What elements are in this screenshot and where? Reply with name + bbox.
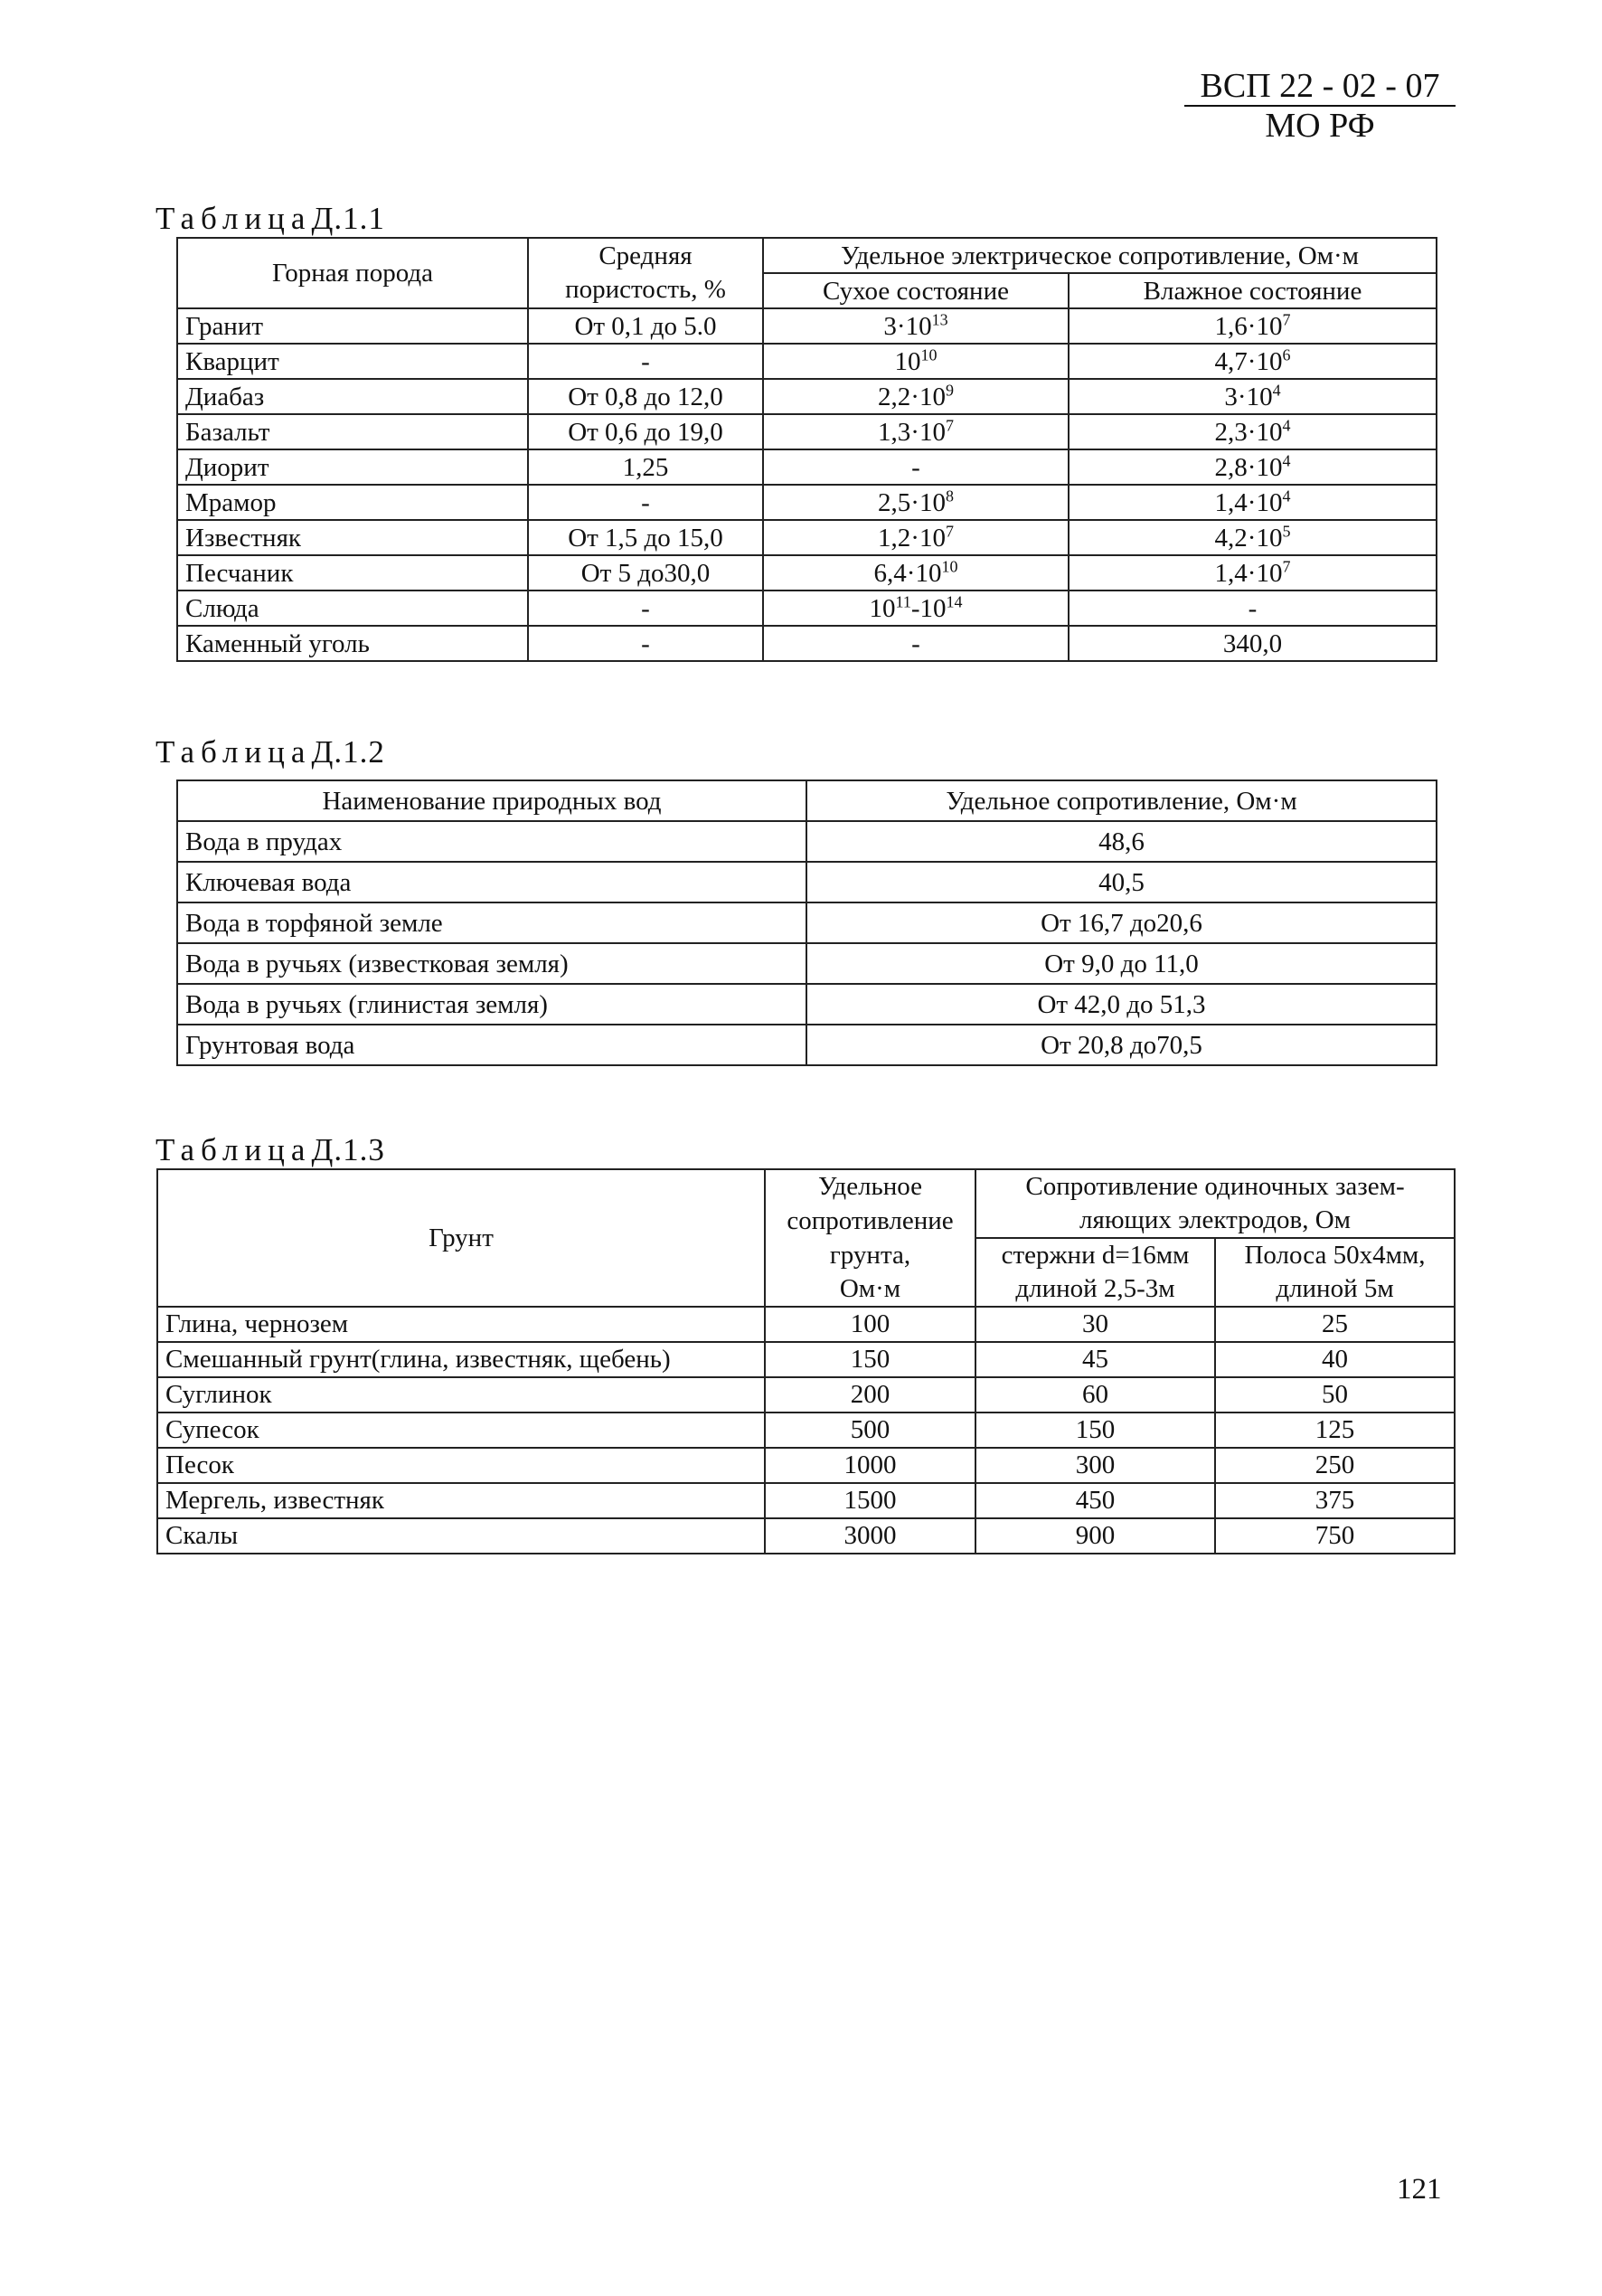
table-row bbox=[177, 591, 1437, 626]
rock-wet-resistivity: $1,6\cdot 10^7$ bbox=[1069, 308, 1437, 344]
water-name: Грунтовая вода bbox=[177, 1025, 806, 1065]
rock-name: Диорит bbox=[177, 449, 528, 485]
rock-name: Кварцит bbox=[177, 344, 528, 379]
water-resistivity: От 9,0 до 11,0 bbox=[806, 943, 1437, 984]
header-electrodes-line2: ляющих электродов, Ом bbox=[975, 1204, 1455, 1238]
header-rock: Горная порода bbox=[177, 238, 528, 308]
table-row bbox=[177, 862, 1437, 902]
table-row bbox=[157, 1307, 1455, 1342]
rock-dry-resistivity: $6,4\cdot 10^{10}$ bbox=[763, 555, 1069, 591]
soil-rod-resistance: 60 bbox=[975, 1377, 1215, 1413]
soil-name: Глина, чернозем bbox=[157, 1307, 765, 1342]
header-electrodes-line1: Сопротивление одиночных зазем- bbox=[975, 1169, 1455, 1204]
rock-name: Слюда bbox=[177, 591, 528, 626]
rock-wet-resistivity: $1,4\cdot 10^4$ bbox=[1069, 485, 1437, 520]
soil-specific-resistivity: 200 bbox=[765, 1377, 975, 1413]
table-row bbox=[177, 414, 1437, 449]
rock-dry-resistivity: $1,2\cdot 10^7$ bbox=[763, 520, 1069, 555]
rock-dry-resistivity: $1,3\cdot 10^7$ bbox=[763, 414, 1069, 449]
rock-dry-resistivity: - bbox=[763, 449, 1069, 485]
soil-strip-resistance: 375 bbox=[1215, 1483, 1455, 1518]
rock-porosity: - bbox=[528, 485, 763, 520]
soil-rod-resistance: 900 bbox=[975, 1518, 1215, 1554]
table-row bbox=[177, 555, 1437, 591]
soil-strip-resistance: 125 bbox=[1215, 1413, 1455, 1448]
soil-strip-resistance: 40 bbox=[1215, 1342, 1455, 1377]
header-strip-line1: Полоса 50х4мм, bbox=[1215, 1238, 1455, 1272]
rock-wet-resistivity: $2,8\cdot 10^4$ bbox=[1069, 449, 1437, 485]
rock-dry-resistivity: $10^{10}$ bbox=[763, 344, 1069, 379]
header-soil: Грунт bbox=[157, 1169, 765, 1307]
rock-porosity: От 0,6 до 19,0 bbox=[528, 414, 763, 449]
rock-porosity: - bbox=[528, 626, 763, 661]
rock-wet-resistivity: $4,2\cdot 10^5$ bbox=[1069, 520, 1437, 555]
table-row bbox=[177, 821, 1437, 862]
table-rock-resistivity bbox=[176, 237, 1437, 662]
soil-rod-resistance: 45 bbox=[975, 1342, 1215, 1377]
table2-caption-number: Д.1.2 bbox=[311, 734, 385, 770]
soil-specific-resistivity: 500 bbox=[765, 1413, 975, 1448]
header-resistivity: Удельное электрическое сопротивление, Ом·м bbox=[763, 238, 1437, 273]
header-specific-line3: грунта, bbox=[765, 1238, 975, 1272]
soil-name: Суглинок bbox=[157, 1377, 765, 1413]
document-organization: МО РФ bbox=[1265, 107, 1375, 145]
header-rods-line2: длиной 2,5-3м bbox=[975, 1272, 1215, 1307]
rock-name: Диабаз bbox=[177, 379, 528, 414]
soil-name: Скалы bbox=[157, 1518, 765, 1554]
soil-specific-resistivity: 150 bbox=[765, 1342, 975, 1377]
table-row bbox=[157, 1342, 1455, 1377]
soil-strip-resistance: 50 bbox=[1215, 1377, 1455, 1413]
table-row bbox=[177, 379, 1437, 414]
table-row bbox=[177, 485, 1437, 520]
water-name: Вода в ручьях (глинистая земля) bbox=[177, 984, 806, 1025]
header-wet-state: Влажное состояние bbox=[1069, 273, 1437, 308]
soil-name: Смешанный грунт(глина, известняк, щебень) bbox=[157, 1342, 765, 1377]
rock-porosity: От 5 до30,0 bbox=[528, 555, 763, 591]
table-row bbox=[157, 1518, 1455, 1554]
soil-specific-resistivity: 1000 bbox=[765, 1448, 975, 1483]
water-name: Вода в торфяной земле bbox=[177, 902, 806, 943]
page-number: 121 bbox=[1397, 2173, 1442, 2206]
rock-porosity: От 1,5 до 15,0 bbox=[528, 520, 763, 555]
table-row bbox=[177, 1025, 1437, 1065]
table-row bbox=[177, 308, 1437, 344]
soil-rod-resistance: 150 bbox=[975, 1413, 1215, 1448]
water-resistivity: 48,6 bbox=[806, 821, 1437, 862]
rock-porosity: - bbox=[528, 344, 763, 379]
table-row bbox=[157, 1483, 1455, 1518]
header-specific-line4: Ом·м bbox=[765, 1272, 975, 1307]
rock-wet-resistivity: - bbox=[1069, 591, 1437, 626]
rock-porosity: От 0,1 до 5.0 bbox=[528, 308, 763, 344]
soil-strip-resistance: 250 bbox=[1215, 1448, 1455, 1483]
table-row bbox=[177, 449, 1437, 485]
water-name: Вода в прудах bbox=[177, 821, 806, 862]
rock-porosity: От 0,8 до 12,0 bbox=[528, 379, 763, 414]
water-resistivity: 40,5 bbox=[806, 862, 1437, 902]
table1-caption bbox=[155, 201, 385, 237]
header-rods-line1: стержни d=16мм bbox=[975, 1238, 1215, 1272]
document-code: ВСП 22 - 02 - 07 bbox=[1184, 67, 1456, 107]
soil-rod-resistance: 300 bbox=[975, 1448, 1215, 1483]
rock-dry-resistivity: $2,5\cdot 10^8$ bbox=[763, 485, 1069, 520]
water-resistivity: От 16,7 до20,6 bbox=[806, 902, 1437, 943]
soil-rod-resistance: 450 bbox=[975, 1483, 1215, 1518]
rock-wet-resistivity: $3\cdot 10^4$ bbox=[1069, 379, 1437, 414]
table-row bbox=[177, 344, 1437, 379]
soil-rod-resistance: 30 bbox=[975, 1307, 1215, 1342]
soil-specific-resistivity: 1500 bbox=[765, 1483, 975, 1518]
rock-wet-resistivity: $2,3\cdot 10^4$ bbox=[1069, 414, 1437, 449]
header-specific-line1: Удельное bbox=[765, 1169, 975, 1204]
water-resistivity: От 20,8 до70,5 bbox=[806, 1025, 1437, 1065]
table-row bbox=[177, 943, 1437, 984]
rock-dry-resistivity: - bbox=[763, 626, 1069, 661]
soil-specific-resistivity: 3000 bbox=[765, 1518, 975, 1554]
rock-name: Мрамор bbox=[177, 485, 528, 520]
rock-name: Базальт bbox=[177, 414, 528, 449]
table2-caption bbox=[155, 734, 385, 770]
table-row bbox=[177, 520, 1437, 555]
table1-caption-prefix: Таблица bbox=[155, 201, 312, 236]
header-porosity-text: Средняя пористость, % bbox=[565, 241, 726, 304]
soil-name: Песок bbox=[157, 1448, 765, 1483]
table-row bbox=[177, 984, 1437, 1025]
rock-wet-resistivity: $1,4\cdot 10^7$ bbox=[1069, 555, 1437, 591]
soil-specific-resistivity: 100 bbox=[765, 1307, 975, 1342]
rock-dry-resistivity: $2,2\cdot 10^9$ bbox=[763, 379, 1069, 414]
header-dry-state: Сухое состояние bbox=[763, 273, 1069, 308]
table3-caption bbox=[155, 1132, 385, 1168]
soil-strip-resistance: 750 bbox=[1215, 1518, 1455, 1554]
rock-wet-resistivity: 340,0 bbox=[1069, 626, 1437, 661]
header-strip-line2: длиной 5м bbox=[1215, 1272, 1455, 1307]
table1-caption-number: Д.1.1 bbox=[311, 201, 385, 236]
rock-wet-resistivity: $4,7\cdot 10^6$ bbox=[1069, 344, 1437, 379]
water-name: Ключевая вода bbox=[177, 862, 806, 902]
header-water-resistivity: Удельное сопротивление, Ом·м bbox=[806, 780, 1437, 821]
table-row bbox=[177, 626, 1437, 661]
header-porosity bbox=[528, 238, 763, 308]
table-soil-resistivity bbox=[156, 1168, 1456, 1554]
soil-name: Мергель, известняк bbox=[157, 1483, 765, 1518]
header-specific-line2: сопротивление bbox=[765, 1204, 975, 1238]
rock-porosity: 1,25 bbox=[528, 449, 763, 485]
rock-name: Известняк bbox=[177, 520, 528, 555]
table3-caption-number: Д.1.3 bbox=[311, 1132, 385, 1167]
table-row bbox=[157, 1413, 1455, 1448]
table-water-resistivity bbox=[176, 780, 1437, 1066]
table-row bbox=[157, 1377, 1455, 1413]
rock-dry-resistivity: $10^{11}-10^{14}$ bbox=[763, 591, 1069, 626]
rock-dry-resistivity: $3\cdot 10^{13}$ bbox=[763, 308, 1069, 344]
water-resistivity: От 42,0 до 51,3 bbox=[806, 984, 1437, 1025]
soil-strip-resistance: 25 bbox=[1215, 1307, 1455, 1342]
rock-porosity: - bbox=[528, 591, 763, 626]
water-name: Вода в ручьях (известковая земля) bbox=[177, 943, 806, 984]
soil-name: Супесок bbox=[157, 1413, 765, 1448]
header-water-name: Наименование природных вод bbox=[177, 780, 806, 821]
table-row bbox=[177, 902, 1437, 943]
rock-name: Гранит bbox=[177, 308, 528, 344]
table-row bbox=[157, 1448, 1455, 1483]
table3-caption-prefix: Таблица bbox=[155, 1132, 312, 1167]
rock-name: Каменный уголь bbox=[177, 626, 528, 661]
rock-name: Песчаник bbox=[177, 555, 528, 591]
table2-caption-prefix: Таблица bbox=[155, 734, 312, 770]
